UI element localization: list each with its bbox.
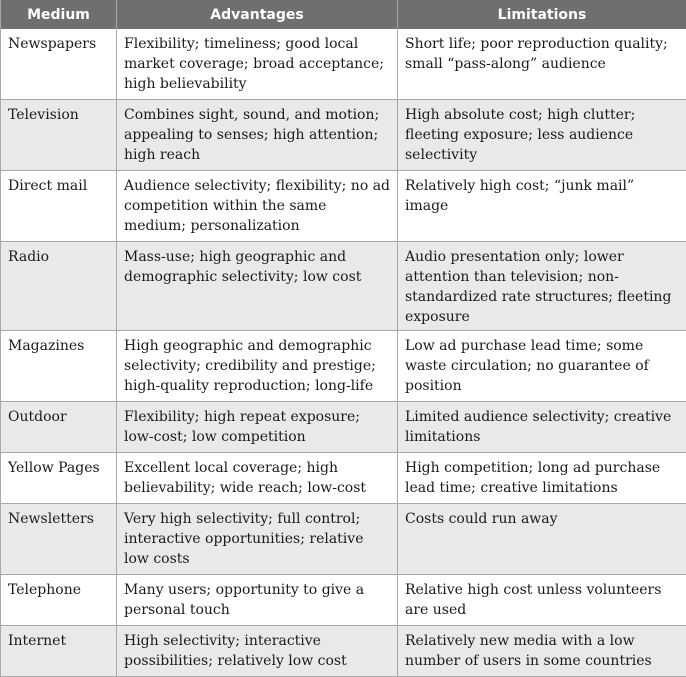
table-row — [1, 626, 686, 677]
table-row — [1, 504, 686, 575]
table-row — [1, 100, 686, 171]
header-advantages: Advantages — [117, 0, 398, 29]
table-body — [1, 29, 686, 677]
advantages-cell: Combines sight, sound, and motion; appealing to senses; high attention; high reach — [117, 100, 398, 171]
medium-cell: Outdoor — [1, 402, 117, 453]
table-row — [1, 171, 686, 242]
medium-cell: Newspapers — [1, 29, 117, 100]
medium-cell: Magazines — [1, 331, 117, 402]
medium-cell: Newsletters — [1, 504, 117, 575]
limitations-cell: Relatively high cost; “junk mail” image — [398, 171, 686, 242]
table-row — [1, 402, 686, 453]
limitations-cell: High absolute cost; high clutter; fleeting exposure; less audience selectivity — [398, 100, 686, 171]
medium-cell: Television — [1, 100, 117, 171]
medium-cell: Yellow Pages — [1, 453, 117, 504]
advantages-cell: Flexibility; high repeat exposure; low-cost; low competition — [117, 402, 398, 453]
advantages-cell: Audience selectivity; flexibility; no ad competition within the same medium; personalization — [117, 171, 398, 242]
table-row — [1, 453, 686, 504]
table-row — [1, 242, 686, 331]
table-row — [1, 29, 686, 100]
limitations-cell: Limited audience selectivity; creative limitations — [398, 402, 686, 453]
limitations-cell: Low ad purchase lead time; some waste circulation; no guarantee of position — [398, 331, 686, 402]
table-row — [1, 331, 686, 402]
header-medium: Medium — [1, 0, 117, 29]
advantages-cell: Flexibility; timeliness; good local market coverage; broad acceptance; high believability — [117, 29, 398, 100]
limitations-cell: Costs could run away — [398, 504, 686, 575]
limitations-cell: Relatively new media with a low number of users in some countries — [398, 626, 686, 677]
header-limitations: Limitations — [398, 0, 686, 29]
advantages-cell: High selectivity; interactive possibilities; relatively low cost — [117, 626, 398, 677]
medium-cell: Telephone — [1, 575, 117, 626]
limitations-cell: Short life; poor reproduction quality; small “pass-along” audience — [398, 29, 686, 100]
advantages-cell: Many users; opportunity to give a personal touch — [117, 575, 398, 626]
advantages-cell: High geographic and demographic selectivity; credibility and prestige; high-quality reproduction; long-life — [117, 331, 398, 402]
table-row — [1, 575, 686, 626]
limitations-cell: Audio presentation only; lower attention than television; non-standardized rate structures; fleeting exposure — [398, 242, 686, 331]
medium-cell: Internet — [1, 626, 117, 677]
limitations-cell: High competition; long ad purchase lead time; creative limitations — [398, 453, 686, 504]
limitations-cell: Relative high cost unless volunteers are used — [398, 575, 686, 626]
table-header — [1, 0, 686, 29]
advantages-cell: Very high selectivity; full control; interactive opportunities; relative low costs — [117, 504, 398, 575]
advantages-cell: Mass-use; high geographic and demographic selectivity; low cost — [117, 242, 398, 331]
header-row — [1, 0, 686, 29]
medium-cell: Radio — [1, 242, 117, 331]
medium-cell: Direct mail — [1, 171, 117, 242]
advantages-cell: Excellent local coverage; high believability; wide reach; low-cost — [117, 453, 398, 504]
